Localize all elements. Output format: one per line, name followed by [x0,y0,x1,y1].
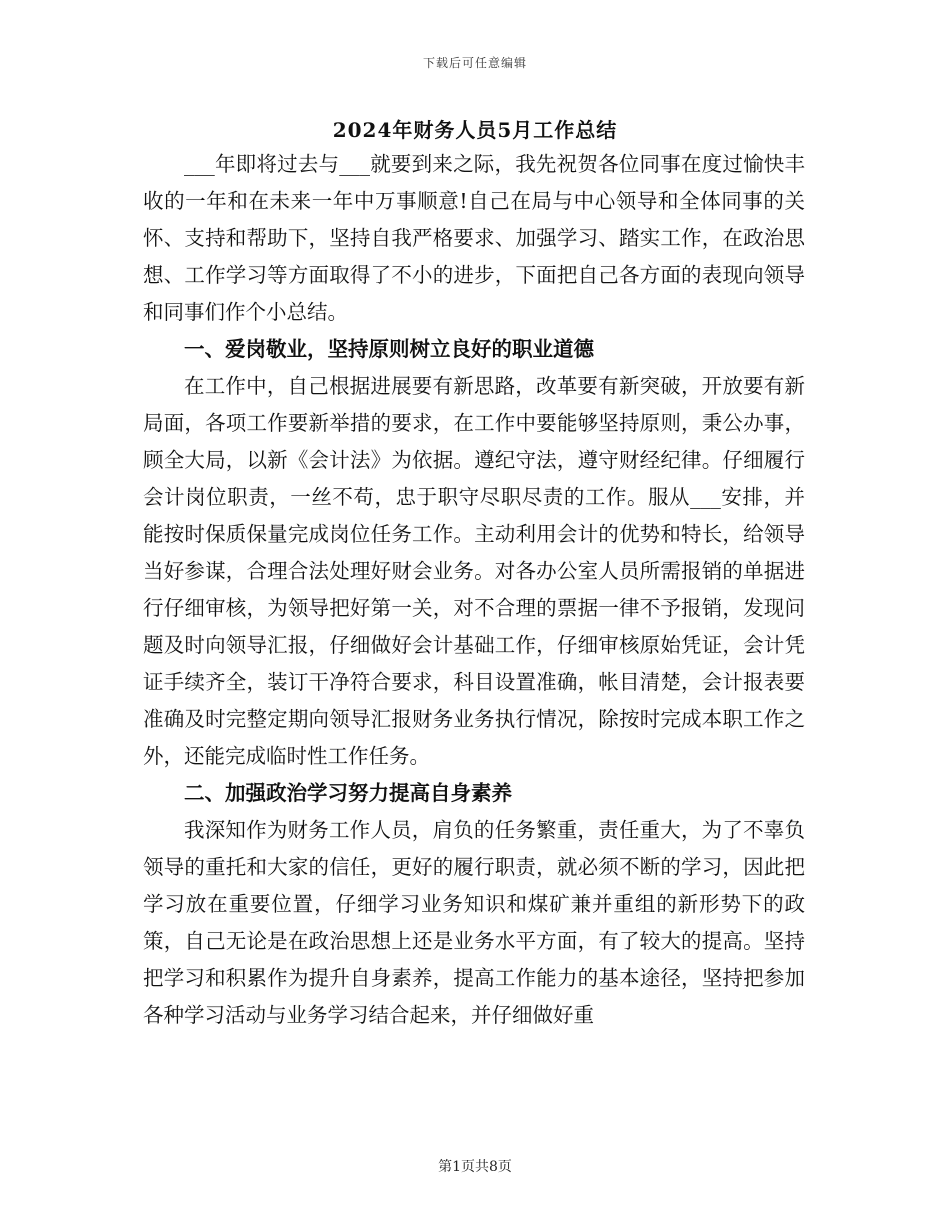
section-1-heading: 一、爱岗敬业，坚持原则树立良好的职业道德 [184,337,594,361]
document-title: 2024年财务人员5月工作总结 [332,118,618,142]
section-2-paragraph: 我深知作为财务工作人员，肩负的任务繁重，责任重大，为了不辜负领导的重托和大家的信任，更好的履行职责，就必须不断的学习，因此把学习放在重要位置，仔细学习业务知识和煤矿兼并重组的新形势下的政策，自己无论是在政治思想上还是业务水平方面，有了较大的提高。坚持把学习和积累作为提升自身素养，提高工作能力的基本途径，坚持把参加各种学习活动与业务学习结合起来，并仔细做好重 [143,818,805,1027]
document-body [143,146,805,1034]
intro-paragraph: ___年即将过去与___就要到来之际，我先祝贺各位同事在度过愉快丰收的一年和在未来一年中万事顺意!自己在局与中心领导和全体同事的关怀、支持和帮助下，坚持自我严格要求、加强学习、踏实工作，在政治思想、工作学习等方面取得了不小的进步，下面把自己各方面的表现向领导和同事们作个小总结。 [143,152,805,324]
section-1-paragraph: 在工作中，自己根据进展要有新思路，改革要有新突破，开放要有新局面，各项工作要新举措的要求，在工作中要能够坚持原则，秉公办事，顾全大局，以新《会计法》为依据。遵纪守法，遵守财经纪律。仔细履行会计岗位职责，一丝不苟，忠于职守尽职尽责的工作。服从___安排，并能按时保质保量完成岗位任务工作。主动利用会计的优势和特长，给领导当好参谋，合理合法处理好财会业务。对各办公室人员所需报销的单据进行仔细审核，为领导把好第一关，对不合理的票据一律不予报销，发现问题及时向领导汇报，仔细做好会计基础工作，仔细审核原始凭证，会计凭证手续齐全，装订干净符合要求，科目设置准确，帐目清楚，会计报表要准确及时完整定期向领导汇报财务业务执行情况，除按时完成本职工作之外，还能完成临时性工作任务。 [143,374,805,768]
page-header: 下载后可任意编辑 [422,56,527,70]
section-2-heading: 二、加强政治学习努力提高自身素养 [184,781,512,805]
page-number: 第1页共8页 [438,1159,512,1175]
